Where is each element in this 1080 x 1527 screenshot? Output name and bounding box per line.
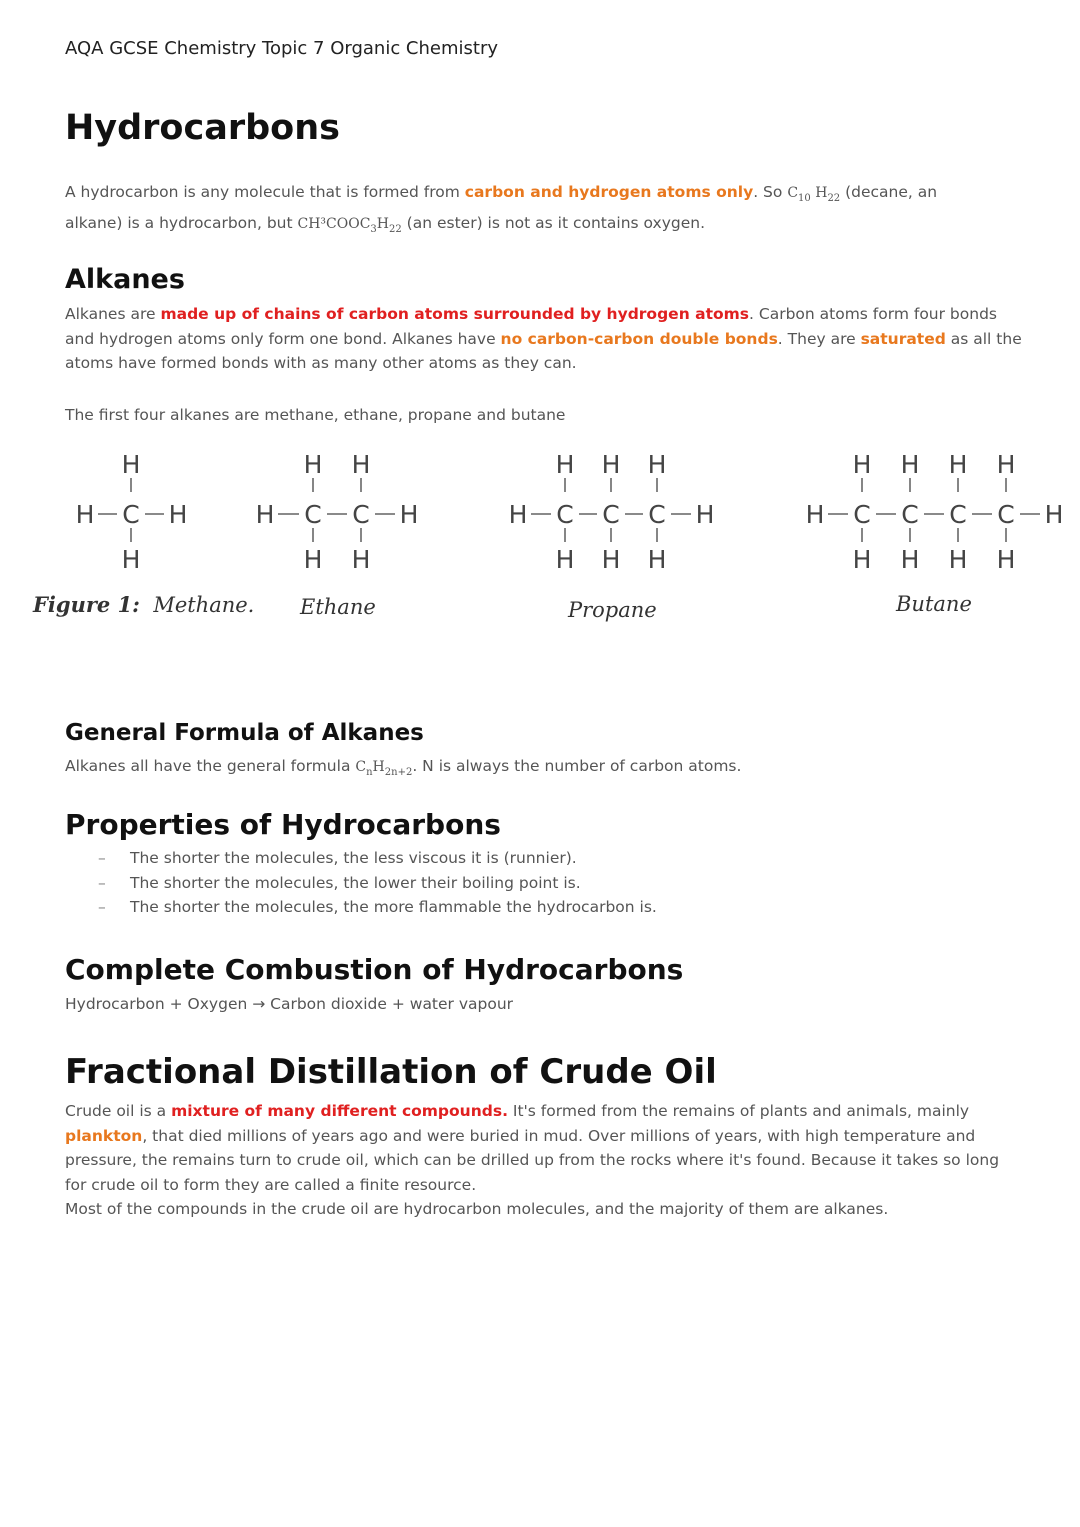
atom: H bbox=[695, 500, 715, 529]
distillation-heading: Fractional Distillation of Crude Oil bbox=[65, 1052, 717, 1092]
atom: H bbox=[805, 500, 825, 529]
propane-caption: Propane bbox=[568, 598, 657, 622]
methane-caption: Figure 1: Methane. bbox=[33, 592, 255, 617]
atom: C bbox=[122, 500, 140, 529]
alkanes-paragraph: Alkanes are made up of chains of carbon atoms surrounded by hydrogen atoms. Carbon atoms form four bonds and hydrogen atoms only form one bond. Alkanes have no carbon-carbon double bonds. They are saturated as all the atoms have formed bonds with as many other atoms as they can. bbox=[65, 305, 1022, 372]
list-item: – The shorter the molecules, the less viscous it is (runnier). bbox=[65, 846, 965, 871]
atom: C bbox=[648, 500, 666, 529]
atom: H bbox=[852, 450, 872, 479]
atom: H bbox=[351, 545, 371, 574]
atom: H bbox=[647, 545, 667, 574]
general-formula: $C_nH_{2n+2}$ bbox=[355, 759, 413, 778]
butane-structure bbox=[806, 450, 1064, 574]
propane-structure bbox=[509, 450, 715, 574]
atom: C bbox=[556, 500, 574, 529]
general-formula-text: Alkanes all have the general formula $C_nH_{2n+2}$. N is always the number of carbon atoms. bbox=[65, 757, 742, 778]
hydrocarbons-paragraph: A hydrocarbon is any molecule that is formed from carbon and hydrogen atoms only. So $C_{10}$ $H_{22}$ (decane, an alkane) is a hydrocarbon, but $CH^3COOC_3H_{22}$ (an ester) is not as it contains oxygen. bbox=[65, 183, 938, 236]
atom: C bbox=[853, 500, 871, 529]
highlight-carbon-hydrogen: carbon and hydrogen atoms only bbox=[464, 183, 754, 201]
properties-heading: Properties of Hydrocarbons bbox=[65, 808, 501, 841]
atom: H bbox=[601, 545, 621, 574]
atom: H bbox=[996, 545, 1016, 574]
atom: H bbox=[168, 500, 188, 529]
atom: H bbox=[996, 450, 1016, 479]
combustion-heading: Complete Combustion of Hydrocarbons bbox=[65, 953, 684, 986]
document-header: AQA GCSE Chemistry Topic 7 Organic Chemistry bbox=[65, 38, 499, 59]
decane-formula: $C_{10}$ $H_{22}$ bbox=[787, 185, 841, 204]
atom: C bbox=[602, 500, 620, 529]
atom: H bbox=[948, 545, 968, 574]
atom: H bbox=[900, 545, 920, 574]
figure-label: Figure 1: bbox=[33, 592, 140, 617]
atom: C bbox=[901, 500, 919, 529]
atom: H bbox=[255, 500, 275, 529]
atom: H bbox=[75, 500, 95, 529]
atom: H bbox=[303, 545, 323, 574]
atom: H bbox=[1044, 500, 1064, 529]
alkanes-heading: Alkanes bbox=[65, 264, 185, 295]
general-formula-heading: General Formula of Alkanes bbox=[65, 720, 424, 746]
atom: H bbox=[647, 450, 667, 479]
atom: C bbox=[949, 500, 967, 529]
atom: C bbox=[997, 500, 1015, 529]
atom: H bbox=[399, 500, 419, 529]
alkanes-intro: The first four alkanes are methane, ethane, propane and butane bbox=[65, 406, 566, 424]
atom: H bbox=[948, 450, 968, 479]
ester-formula: $CH^3COOC_3H_{22}$ bbox=[297, 216, 402, 236]
list-item: – The shorter the molecules, the more flammable the hydrocarbon is. bbox=[65, 895, 965, 920]
ethane-caption: Ethane bbox=[300, 595, 376, 619]
atom: H bbox=[852, 545, 872, 574]
methane-structure bbox=[76, 450, 188, 574]
atom: H bbox=[508, 500, 528, 529]
atom: H bbox=[601, 450, 621, 479]
atom: H bbox=[555, 545, 575, 574]
combustion-equation: Hydrocarbon + Oxygen → Carbon dioxide + water vapour bbox=[65, 995, 514, 1013]
atom: C bbox=[304, 500, 322, 529]
ethane-structure bbox=[256, 450, 419, 574]
atom: H bbox=[900, 450, 920, 479]
atom: H bbox=[555, 450, 575, 479]
atom: H bbox=[121, 450, 141, 479]
atom: H bbox=[121, 545, 141, 574]
distillation-paragraph-2: Most of the compounds in the crude oil are hydrocarbon molecules, and the majority of them are alkanes. bbox=[65, 1200, 889, 1218]
atom: H bbox=[303, 450, 323, 479]
hydrocarbons-heading: Hydrocarbons bbox=[65, 108, 340, 148]
properties-list bbox=[65, 846, 965, 920]
atom: C bbox=[352, 500, 370, 529]
distillation-paragraph: Crude oil is a mixture of many different compounds. It's formed from the remains of plants and animals, mainly plankton, that died millions of years ago and were buried in mud. Over millions of years, with high temperature and pressure, the remains turn to crude oil, which can be drilled up from the rocks where it's found. Because it takes so long for crude oil to form they are called a finite resource. bbox=[65, 1102, 1000, 1194]
list-item: – The shorter the molecules, the lower their boiling point is. bbox=[65, 871, 965, 896]
atom: H bbox=[351, 450, 371, 479]
butane-caption: Butane bbox=[896, 592, 972, 616]
